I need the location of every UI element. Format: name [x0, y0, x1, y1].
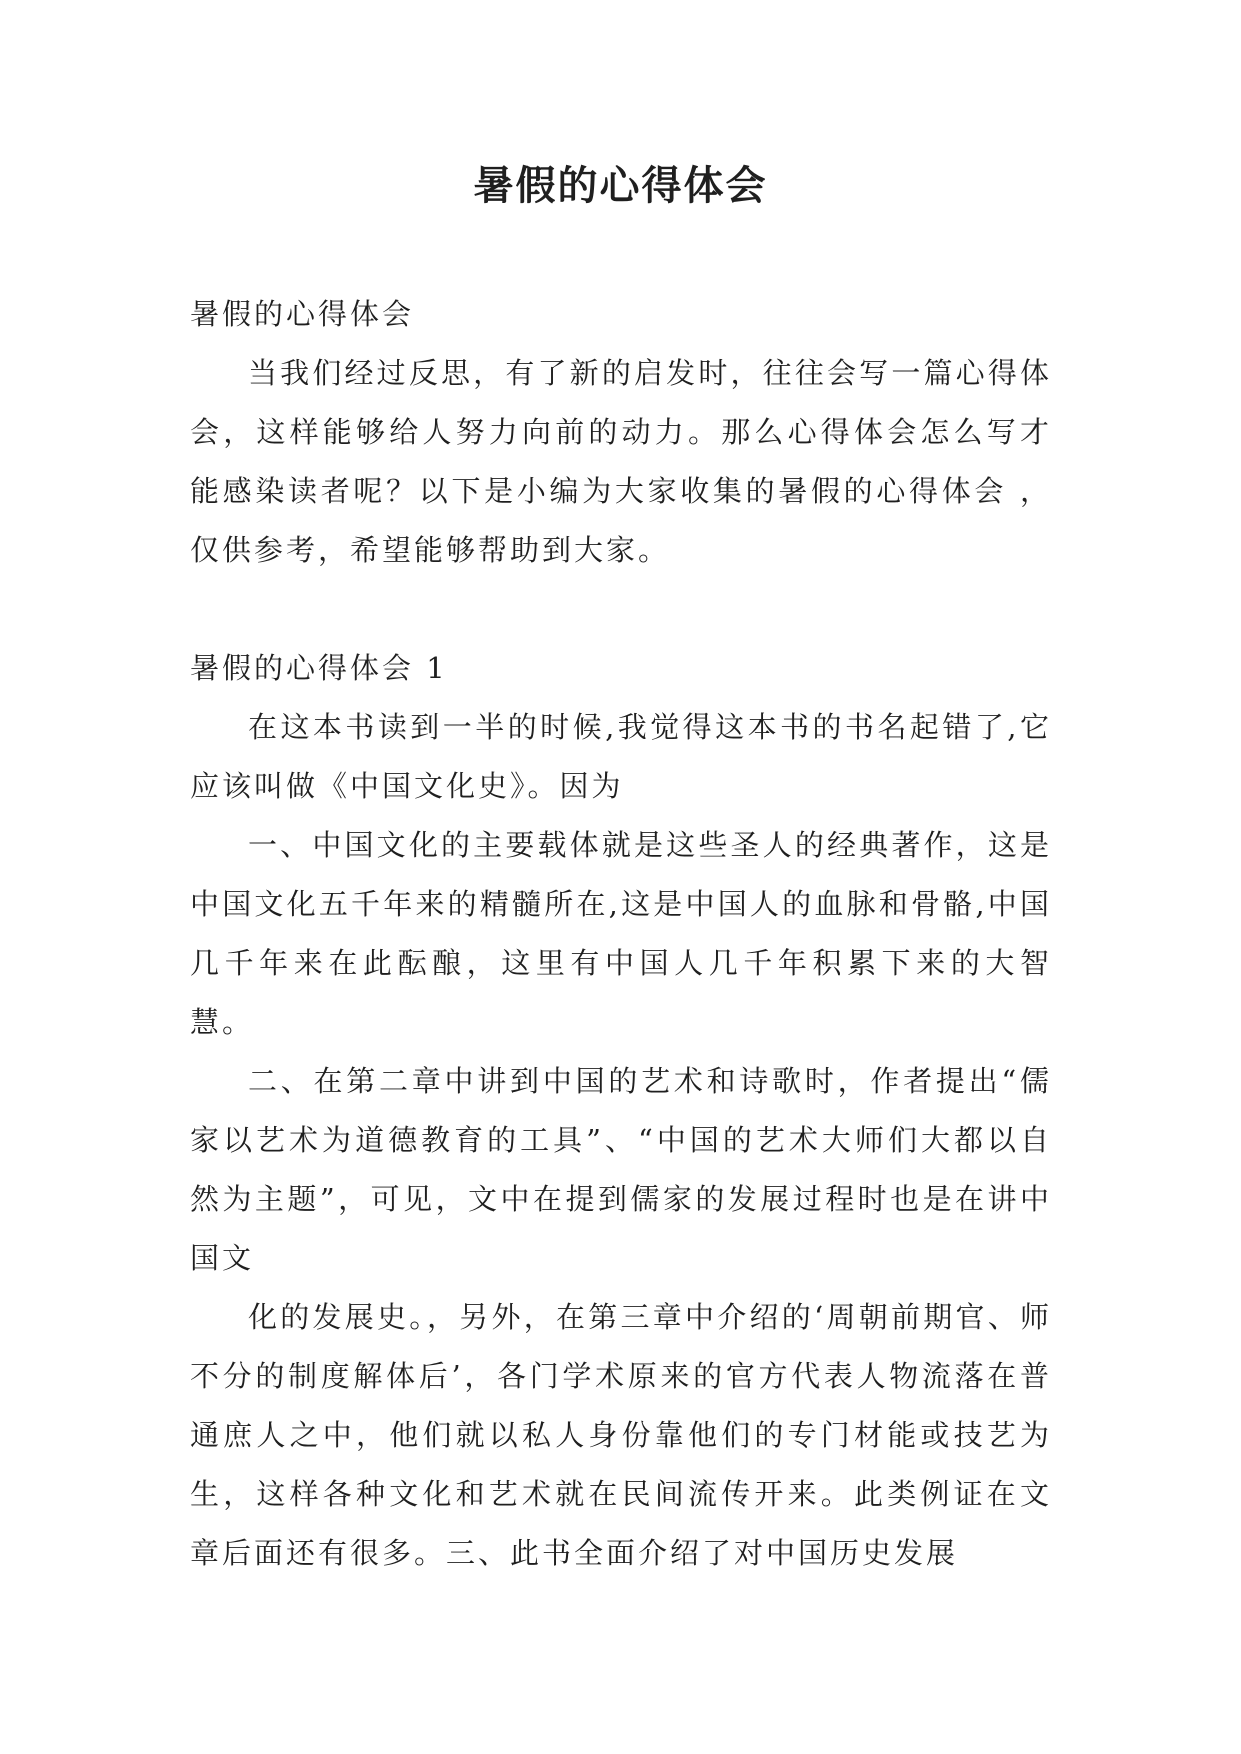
document-body — [190, 285, 1052, 1583]
paragraph-1: 在这本书读到一半的时候,我觉得这本书的书名起错了,它应该叫做《中国文化史》。因为 — [190, 710, 1052, 803]
section-title: 暑假的心得体会 — [190, 297, 415, 331]
paragraph-4: 化的发展史。，另外，在第三章中介绍的‘周朝前期官、师不分的制度解体后’，各门学术原来的官方代表人物流落在普通庶人之中，他们就以私人身份靠他们的专门材能或技艺为生，这样各种文化和艺术就在民间流传开来。此类例证在文章后面还有很多。三、此书全面介绍了对中国历史发展 — [190, 1300, 1052, 1570]
paragraph-2: 一、中国文化的主要载体就是这些圣人的经典著作，这是中国文化五千年来的精髓所在,这是中国人的血脉和骨骼,中国几千年来在此酝酿，这里有中国人几千年积累下来的大智慧。 — [190, 828, 1052, 1039]
paragraph-gap — [190, 580, 1052, 639]
document-title: 暑假的心得体会 — [473, 163, 768, 209]
heading-1: 暑假的心得体会 1 — [190, 651, 448, 685]
paragraph-3: 二、在第二章中讲到中国的艺术和诗歌时，作者提出“儒家以艺术为道德教育的工具”、“中国的艺术大师们大都以自然为主题”，可见，文中在提到儒家的发展过程时也是在讲中国文 — [190, 1064, 1052, 1275]
intro-paragraph: 当我们经过反思，有了新的启发时，往往会写一篇心得体会，这样能够给人努力向前的动力。那么心得体会怎么写才能感染读者呢？以下是小编为大家收集的暑假的心得体会 ，仅供参考，希望能够帮助到大家。 — [190, 356, 1052, 567]
